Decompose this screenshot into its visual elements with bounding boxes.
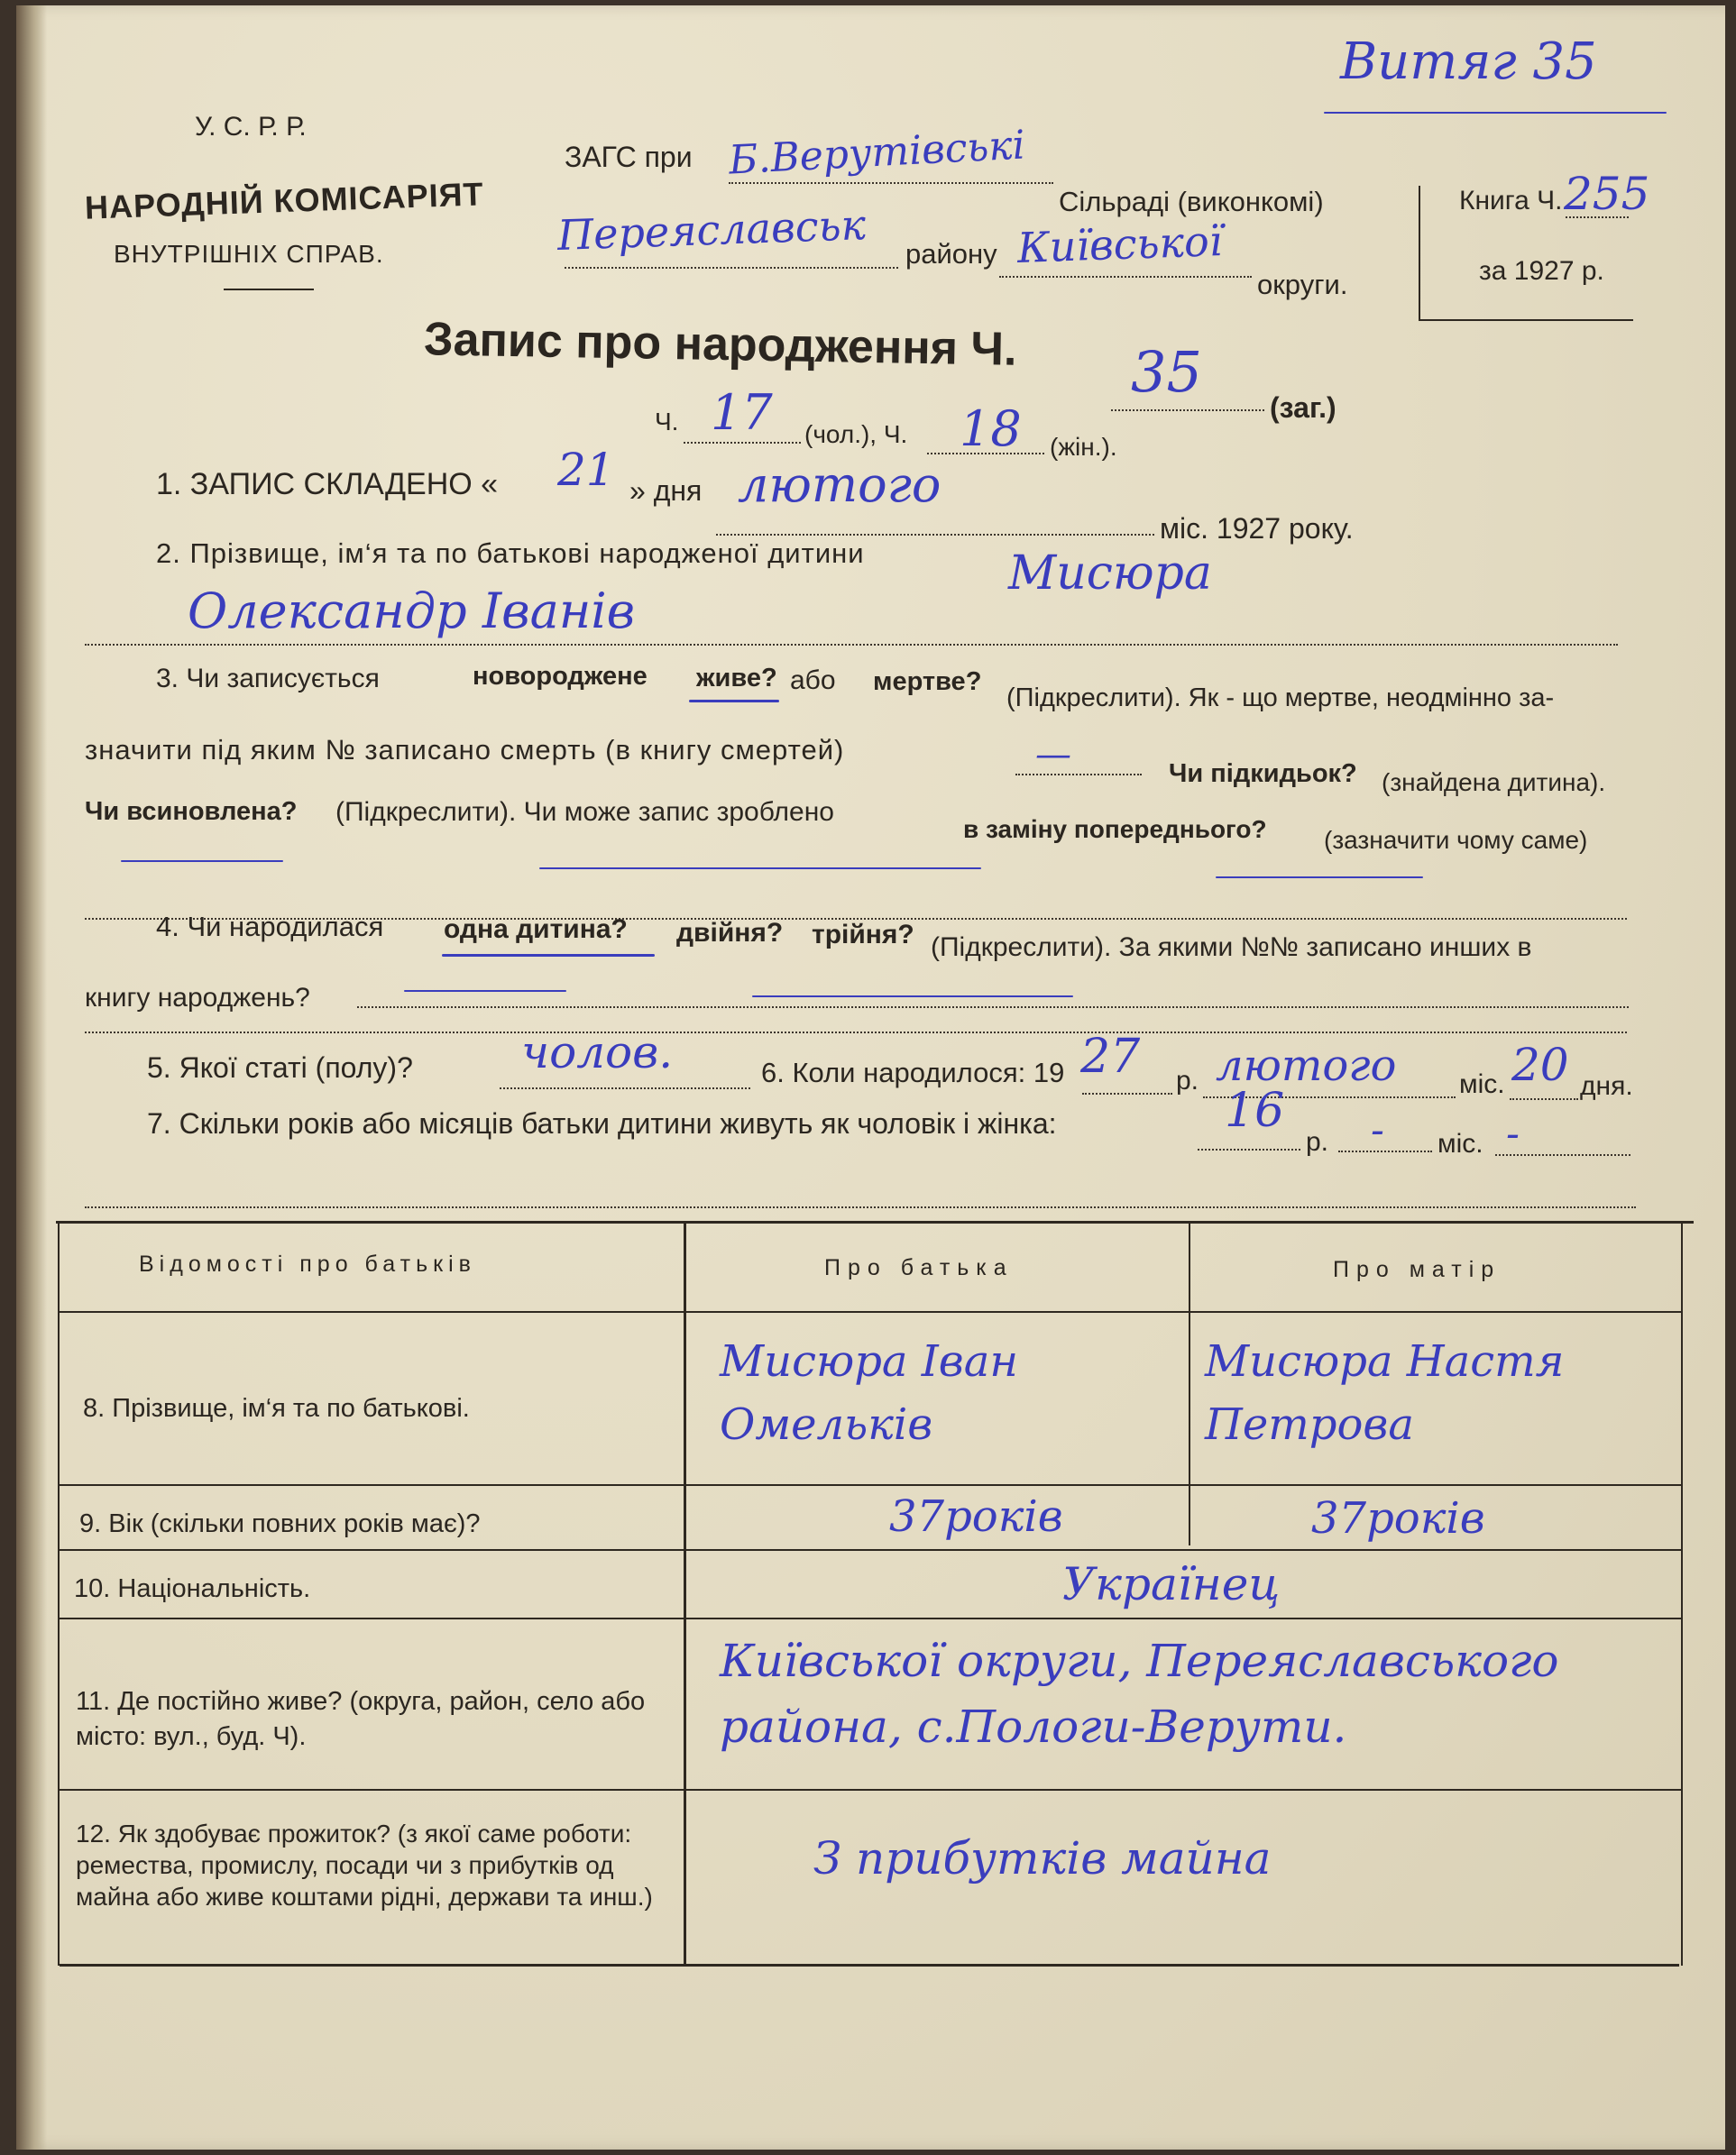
district-dots [565, 267, 898, 269]
female-label: (жін.). [1050, 433, 1117, 461]
village-dots [729, 182, 1053, 184]
table-left [58, 1221, 60, 1966]
field4-underline-one [442, 954, 655, 957]
field1-mid: » дня [629, 474, 703, 507]
field4-line [85, 1032, 1627, 1033]
header-dash [224, 289, 314, 290]
field3-line3-d: (зазначити чому саме) [1324, 826, 1588, 854]
row10-label: 10. Національність. [74, 1574, 311, 1603]
field6-mis: міс. [1459, 1069, 1505, 1099]
field3-foundling: Чи підкидьок? [1169, 759, 1357, 788]
field4-one: одна дитина? [444, 914, 628, 944]
table-header-info: Відомості про батьків [139, 1252, 476, 1277]
header-ussr: У. С. Р. Р. [195, 112, 307, 142]
row9-father: 37років [889, 1491, 1063, 1542]
row8-label: 8. Прізвище, ім‘я та по батькові. [83, 1394, 470, 1423]
field2-label: 2. Прізвище, ім‘я та по батькові народженої дитини [156, 537, 865, 569]
table-header-mother: Про матір [1333, 1257, 1502, 1282]
council-label: Сільраді (виконкомі) [1059, 186, 1324, 217]
field7-months-dots [1338, 1151, 1432, 1152]
row11-label: 11. Де постійно живе? (округа, район, село або місто: вул., буд. Ч). [76, 1687, 646, 1752]
field6-dnya: дня. [1580, 1071, 1633, 1101]
field3-line2-dots [1015, 774, 1142, 775]
corner-note: Витяг 35 [1340, 32, 1597, 91]
row11-father: Київської округи, Переяславського района, с.Пологи-Верути. [720, 1635, 1559, 1753]
field2-line [85, 644, 1618, 646]
field1-day: 21 [557, 444, 615, 496]
field4-underline-3 [752, 995, 1073, 997]
table-row11-bottom [58, 1789, 1681, 1791]
field3-c: живе? [696, 664, 777, 692]
field1-month: лютого [738, 456, 941, 513]
table-bottom [60, 1964, 1679, 1967]
book-box-left [1419, 186, 1420, 319]
field3-b: новороджене [473, 662, 648, 691]
field7-years-dots [1198, 1149, 1300, 1151]
field4-e: (Підкреслити). За якими №№ записано инших в [931, 932, 1532, 962]
female-number: 18 [960, 400, 1022, 457]
field3-underline-2 [539, 867, 981, 869]
village-name: Б.Вepутівські [727, 122, 1026, 184]
zags-prefix: ЗАГС при [565, 141, 693, 173]
year-label: за 1927 р. [1479, 256, 1604, 286]
ch-label: Ч. [655, 408, 679, 436]
table-right [1681, 1221, 1683, 1966]
table-col1-right [684, 1221, 686, 1966]
field3-a: 3. Чи записується [156, 664, 380, 693]
field4-line2-dots [357, 1006, 1629, 1008]
table-col2-right [1189, 1221, 1190, 1545]
field3-adopted: Чи всиновлена? [85, 797, 298, 826]
field5-sex: чолов. [521, 1026, 674, 1078]
field3-e: мертве? [873, 667, 982, 696]
okruha-name: Київської [1016, 216, 1224, 272]
field3-d: або [790, 665, 836, 695]
field6-year: 27 [1080, 1030, 1141, 1084]
district-label: району [905, 238, 997, 270]
table-header-father: Про батька [824, 1255, 1014, 1280]
field6-day: 20 [1511, 1039, 1569, 1091]
field6-day-dots [1510, 1098, 1578, 1100]
field4-line2: книгу народжень? [85, 983, 310, 1013]
table-header-bottom [58, 1311, 1683, 1313]
field5-dots [500, 1087, 750, 1089]
male-number: 17 [711, 384, 773, 441]
row10-father: Українец [1062, 1558, 1281, 1610]
field6-year-dots [1082, 1093, 1172, 1095]
field4-twins: двійня? [676, 918, 784, 948]
table-top [56, 1221, 1694, 1224]
book-binding [16, 5, 47, 2150]
district-name: Переяславськ [556, 200, 867, 260]
row9-mother: 37років [1311, 1493, 1485, 1544]
record-title: Запис про народження Ч. [423, 313, 1017, 376]
field7-mis: міс. [1437, 1129, 1483, 1159]
male-label: (чол.), Ч. [804, 420, 908, 448]
field3-f: (Підкреслити). Як - що мертве, неодмінно за- [1006, 683, 1555, 712]
table-row9-bottom [58, 1549, 1681, 1551]
table-row10-bottom [58, 1618, 1681, 1619]
field7-tail: - [1506, 1111, 1520, 1157]
field1-tail: міс. 1927 року. [1160, 512, 1354, 545]
document-page [16, 5, 1725, 2150]
row12-father: З прибутків майна [813, 1832, 1272, 1884]
title-number-dots [1111, 409, 1264, 411]
field1-month-dots [716, 534, 1154, 536]
field3-underline-alive [689, 700, 779, 702]
field3-underline-1 [121, 860, 283, 862]
field6-r: р. [1176, 1066, 1199, 1096]
book-box-bottom [1419, 319, 1633, 321]
okruha-dots [999, 276, 1252, 278]
total-label: (заг.) [1270, 391, 1336, 424]
field4-underline-2 [404, 990, 566, 992]
record-number: 35 [1131, 339, 1202, 405]
field3-line3-b: (Підкреслити). Чи може запис зроблено [335, 797, 834, 827]
field7-r: р. [1306, 1127, 1329, 1157]
field3-line2-a: значити під яким № записано смерть (в книгу смертей) [85, 734, 845, 766]
row9-label: 9. Вік (скільки повних років має)? [79, 1509, 481, 1538]
male-dots [684, 442, 801, 444]
row12-label: 12. Як здобуває прожиток? (з якої саме роботи: ремества, промислу, посади чи з прибутків од майна або живе коштами рідні, держави та инш.) [76, 1820, 653, 1911]
field7-years: 16 [1225, 1084, 1285, 1138]
header-dept: ВНУТРІШНІХ СПРАВ. [114, 240, 384, 268]
field7-label: 7. Скільки років або місяців батьки дитини живуть як чоловік і жінка: [147, 1107, 1057, 1140]
corner-note-underline [1324, 112, 1667, 114]
field3-underline-3 [1216, 876, 1423, 878]
field3-replacement: в заміну попереднього? [963, 815, 1267, 843]
field3-line2-c: (знайдена дитина). [1382, 768, 1606, 796]
table-row8-bottom [58, 1484, 1681, 1486]
row8-father: Мисюра Іван Омельків [720, 1336, 1018, 1450]
okruha-label: округи. [1257, 269, 1348, 300]
field2-name: Олександр Іванів [188, 582, 636, 639]
field3-line2-dash: — [1035, 734, 1071, 775]
row8-mother: Мисюра Настя Петрова [1205, 1336, 1565, 1450]
field4-triplets: трійня? [812, 920, 914, 949]
field7-line [85, 1206, 1636, 1208]
header-commissariat: НАРОДНІЙ КОМІСАРІЯТ [84, 175, 485, 226]
field4-a: 4. Чи народилася [156, 911, 384, 942]
field2-surname: Мисюра [1008, 546, 1212, 601]
field6-label: 6. Коли народилося: 19 [761, 1057, 1065, 1088]
book-label: Книга Ч. [1459, 186, 1563, 216]
field7-months: - [1371, 1107, 1384, 1153]
field5-label: 5. Якої статі (полу)? [147, 1051, 413, 1084]
field1-label: 1. ЗАПИС СКЛАДЕНО « [156, 467, 499, 501]
book-number: 255 [1564, 168, 1650, 220]
field6-month: лютого [1216, 1041, 1397, 1091]
